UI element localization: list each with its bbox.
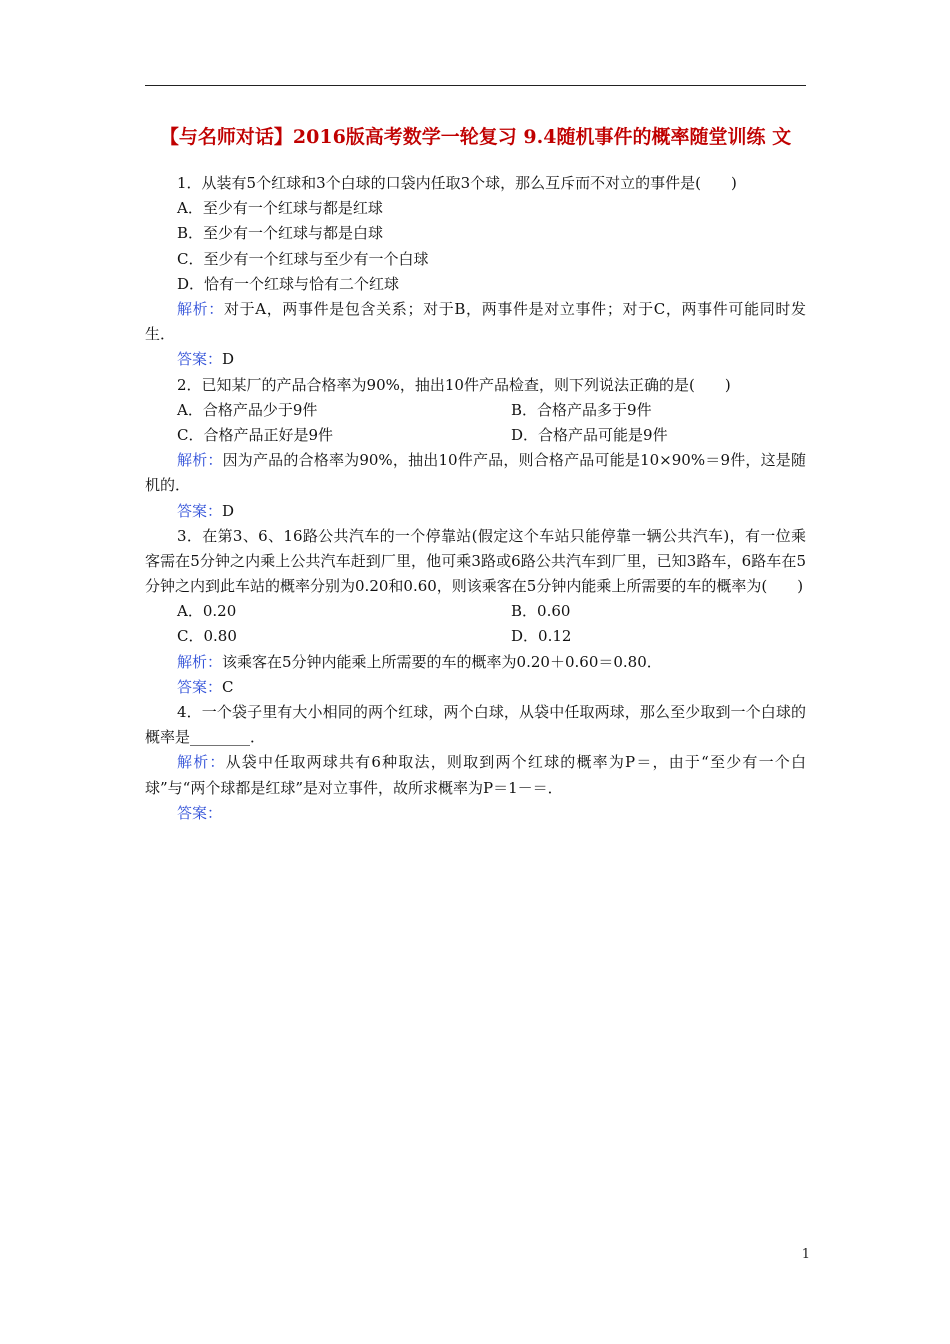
analysis-text: 该乘客在5分钟内能乘上所需要的车的概率为0.20＋0.60＝0.80． [222,652,662,671]
question-2-options-row-1 [145,398,806,423]
question-2-option-a: A．合格产品少于9件 [177,400,318,419]
analysis-text: 从袋中任取两球共有6种取法，则取到两个红球的概率为P＝，由于“至少有一个白球”与“两个球都是红球”是对立事件，故所求概率为P＝1－＝． [145,753,806,797]
question-4-stem: 4．一个袋子里有大小相同的两个红球，两个白球，从袋中任取两球，那么至少取到一个白球的概率是________． [145,703,806,747]
question-1-option-c: C．至少有一个红球与至少有一个白球 [177,249,429,268]
question-2-options-row-2 [145,423,806,448]
question-3-options-row-1 [145,599,806,624]
question-3-option-b: B．0.60 [511,602,571,621]
answer-value: C [222,677,234,696]
question-4-answer [145,801,806,826]
question-2-option-c: C．合格产品正好是9件 [177,425,334,444]
question-3-option-a: A．0.20 [177,602,237,621]
question-3-option-d: D．0.12 [511,627,572,646]
answer-value: D [222,350,235,369]
question-2-answer [145,499,806,524]
answer-label: 答案： [177,350,223,369]
question-2-option-b: B．合格产品多于9件 [511,400,652,419]
question-3-answer [145,675,806,700]
question-1-analysis [145,297,806,347]
question-2-stem: 2．已知某厂的产品合格率为90%，抽出10件产品检查，则下列说法正确的是( ) [177,375,731,394]
analysis-label: 解析： [177,652,223,671]
answer-value: D [222,501,235,520]
question-3-options-row-2 [145,624,806,649]
analysis-text: 对于A，两事件是包含关系；对于B，两事件是对立事件；对于C，两事件可能同时发生． [145,299,806,344]
question-1-option-a: A．至少有一个红球与都是红球 [177,199,383,218]
document-body [145,171,806,826]
question-4-analysis [145,750,806,800]
analysis-text: 因为产品的合格率为90%，抽出10件产品，则合格产品可能是10×90%＝9件，这是随机的． [145,451,806,495]
analysis-label: 解析： [177,753,226,772]
page-number: 1 [801,1247,810,1262]
question-3-stem: 3．在第3、6、16路公共汽车的一个停靠站(假定这个车站只能停靠一辆公共汽车)，有一位乘客需在5分钟之内乘上公共汽车赶到厂里，他可乘3路或6路公共汽车到厂里，已知3路车，6路车在5分钟之内到此车站的概率分别为0.20和0.60，则该乘客在5分钟内能乘上所需要的车的概率为( ) [145,526,806,596]
question-3-option-c: C．0.80 [177,627,237,646]
question-1-stem: 1．从装有5个红球和3个白球的口袋内任取3个球，那么互斥而不对立的事件是( ) [177,174,737,192]
question-2-analysis [145,448,806,498]
document-title: 【与名师对话】2016版高考数学一轮复习 9.4随机事件的概率随堂训练 文 [159,126,792,148]
answer-label: 答案： [177,803,223,822]
analysis-label: 解析： [177,451,223,470]
question-1-answer [145,347,806,372]
question-2-option-d: D．合格产品可能是9件 [511,425,668,444]
answer-label: 答案： [177,677,223,696]
question-3-analysis [145,650,806,675]
header-rule [145,85,806,86]
question-1-option-d: D．恰有一个红球与恰有二个红球 [177,274,400,293]
answer-label: 答案： [177,501,223,520]
question-1-option-b: B．至少有一个红球与都是白球 [177,224,384,243]
analysis-label: 解析： [177,299,224,318]
